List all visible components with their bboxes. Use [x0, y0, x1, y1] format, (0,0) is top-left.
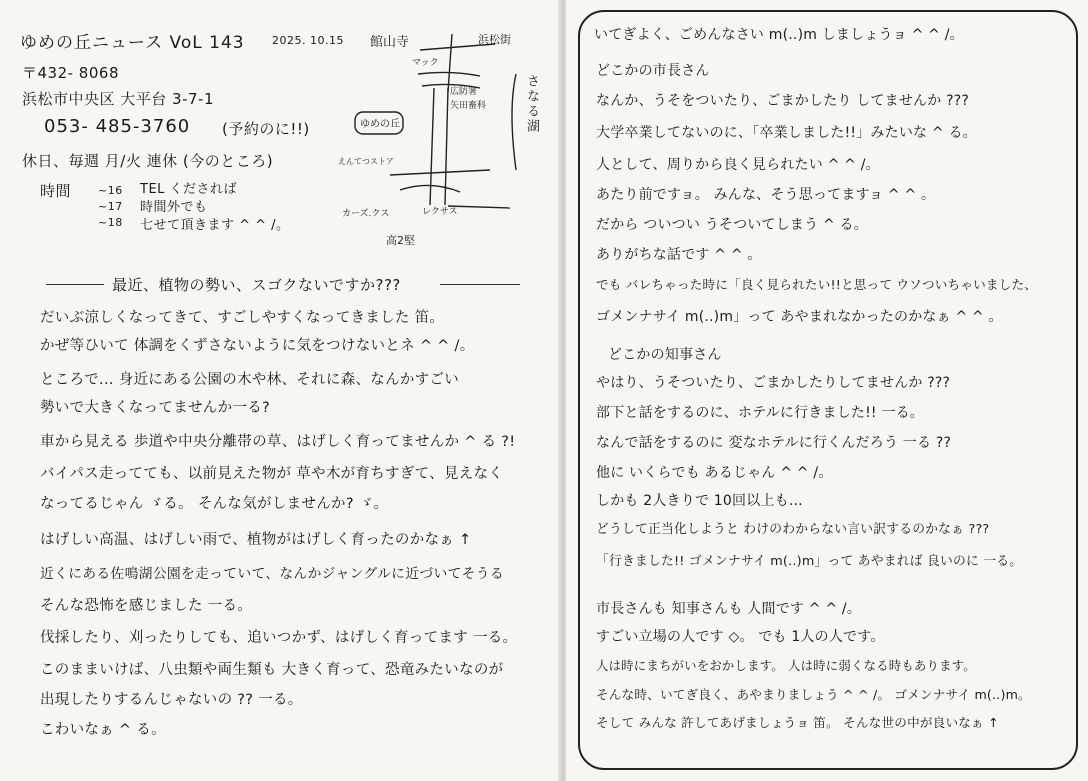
right-line-11: どこかの知事さん	[608, 347, 722, 363]
right-page	[566, 0, 1088, 781]
phone-number: 053- 485-3760	[44, 116, 191, 137]
right-line-18: 「行きました!! ゴメンナサイ m(..)m」って あやまれば 良いのに 一る。	[596, 554, 1023, 569]
right-line-20: すごい立場の人です ◇。 でも 1人の人です。	[596, 629, 885, 645]
left-line-5: 車から見える 歩道や中央分離帯の草、はげしく育ってませんか ^ る ?!	[40, 434, 516, 450]
hours-note-2: 時間外でも	[140, 200, 208, 215]
right-line-19: 市長さんも 知事さんも 人間です ^ ^ /。	[596, 601, 862, 617]
hours-note-3: 七せて頂きます ^ ^ /。	[140, 218, 290, 233]
left-headline: 最近、植物の勢い、スゴクないですか???	[112, 276, 401, 294]
map-label-mac: マック	[412, 58, 439, 68]
map-label-school: 高2堅	[386, 234, 415, 247]
map-label-lake: さなる湖	[524, 74, 539, 134]
issue-date: 2025. 10.15	[272, 34, 344, 47]
left-line-12: このままいけば、八虫類や両生類も 大きく育って、恐竜みたいなのが	[40, 662, 504, 678]
left-line-7: なってるじゃん ゞる。 そんな気がしませんか? ゞ。	[40, 496, 389, 512]
holiday-info: 休日、毎週 月/火 連休 (今のところ)	[22, 152, 274, 170]
left-line-8: はげしい高温、はげしい雨で、植物がはげしく育ったのかなぁ ↑	[40, 532, 472, 548]
right-line-3: なんか、うそをついたり、ごまかしたり してませんか ???	[596, 93, 969, 109]
right-line-9: でも バレちゃった時に「良く見られたい!!と思って ウソついちゃいました、	[596, 277, 1038, 292]
right-line-7: だから ついつい うそついてしまう ^ る。	[596, 217, 868, 233]
right-line-17: どうして正当化しようと わけのわからない言い訳するのかなぁ ???	[596, 522, 990, 537]
right-line-15: 他に いくらでも あるじゃん ^ ^ /。	[596, 465, 833, 481]
right-line-8: ありがちな話です ^ ^ 。	[596, 247, 762, 263]
right-line-2: どこかの市長さん	[596, 63, 710, 79]
left-line-10: そんな恐怖を感じました 一る。	[40, 598, 253, 614]
hours-3: ~18	[98, 216, 123, 229]
map-label-lexus: レクサス	[422, 207, 458, 217]
hours-label: 時間	[40, 182, 72, 200]
right-line-10: ゴメンナサイ m(..)m」って あやまれなかったのかなぁ ^ ^ 。	[596, 309, 1003, 325]
left-line-3: ところで... 身近にある公園の木や林、それに森、なんかすごい	[40, 372, 460, 388]
right-line-12: やはり、うそついたり、ごまかしたりしてませんか ???	[596, 375, 951, 391]
right-line-22: そんな時、いてぎ良く、あやまりましょう ^ ^ /。 ゴメンナサイ m(..)m。	[596, 687, 1031, 702]
right-line-23: そして みんな 許してあげましょうョ 笛。 そんな世の中が良いなぁ ↑	[596, 715, 999, 730]
hours-note-1: TEL くだされば	[140, 182, 238, 197]
left-line-2: かぜ等ひいて 体調をくずさないように気をつけないとネ ^ ^ /。	[40, 338, 475, 354]
right-line-16: しかも 2人きりで 10回以上も...	[596, 493, 803, 509]
right-line-14: なんで話をするのに 変なホテルに行くんだろう 一る ??	[596, 435, 952, 451]
right-line-1: いてぎよく、ごめんなさい m(..)m しましょうョ ^ ^ /。	[594, 27, 964, 43]
hand-drawn-map	[330, 30, 545, 255]
right-line-13: 部下と話をするのに、ホテルに行きました!! 一る。	[596, 405, 924, 421]
map-label-cars: カーズ.クス	[342, 209, 390, 219]
left-line-4: 勢いで大きくなってませんか一る?	[40, 400, 270, 416]
map-label-bldg2: 矢田畜科	[450, 101, 487, 111]
left-line-14: こわいなぁ ^ る。	[40, 722, 166, 738]
right-line-4: 大学卒業してないのに、「卒業しました!!」みたいな ^ る。	[596, 125, 977, 141]
map-label-super: えんてつストア	[338, 157, 394, 166]
address: 浜松市中央区 大平台 3-7-1	[22, 90, 214, 108]
hours-1: ~16	[98, 184, 123, 197]
left-line-6: バイパス走ってても、以前見えた物が 草や木が育ちすぎて、見えなく	[40, 466, 504, 482]
map-label-street: 浜松街	[478, 33, 511, 46]
left-line-1: だいぶ涼しくなってきて、すごしやすくなってきました 笛。	[40, 310, 445, 326]
left-line-9: 近くにある佐鳴湖公園を走っていて、なんかジャングルに近づいてそうる	[40, 566, 504, 582]
headline-rule-right	[440, 284, 520, 285]
right-line-6: あたり前ですョ。 みんな、そう思ってますョ ^ ^ 。	[596, 187, 936, 203]
hours-2: ~17	[98, 200, 123, 213]
map-label-bldg1: 広防署	[450, 87, 478, 97]
postal-code: 〒432- 8068	[22, 64, 119, 82]
map-label-shop: ゆめの丘	[360, 119, 400, 130]
headline-rule-left	[46, 284, 104, 285]
left-line-11: 伐採したり、刈ったりしても、追いつかず、はげしく育ってます 一る。	[40, 630, 518, 646]
left-line-13: 出現したりするんじゃないの ?? 一る。	[40, 692, 303, 708]
right-line-21: 人は時にまちがいをおかします。 人は時に弱くなる時もあります。	[596, 658, 976, 673]
right-line-5: 人として、周りから良く見られたい ^ ^ /。	[596, 157, 880, 173]
newsletter-title: ゆめの丘ニュース VoL 143	[20, 33, 245, 53]
map-label-temple: 館山寺	[370, 35, 410, 50]
phone-note: (予約のに!!)	[222, 120, 310, 138]
